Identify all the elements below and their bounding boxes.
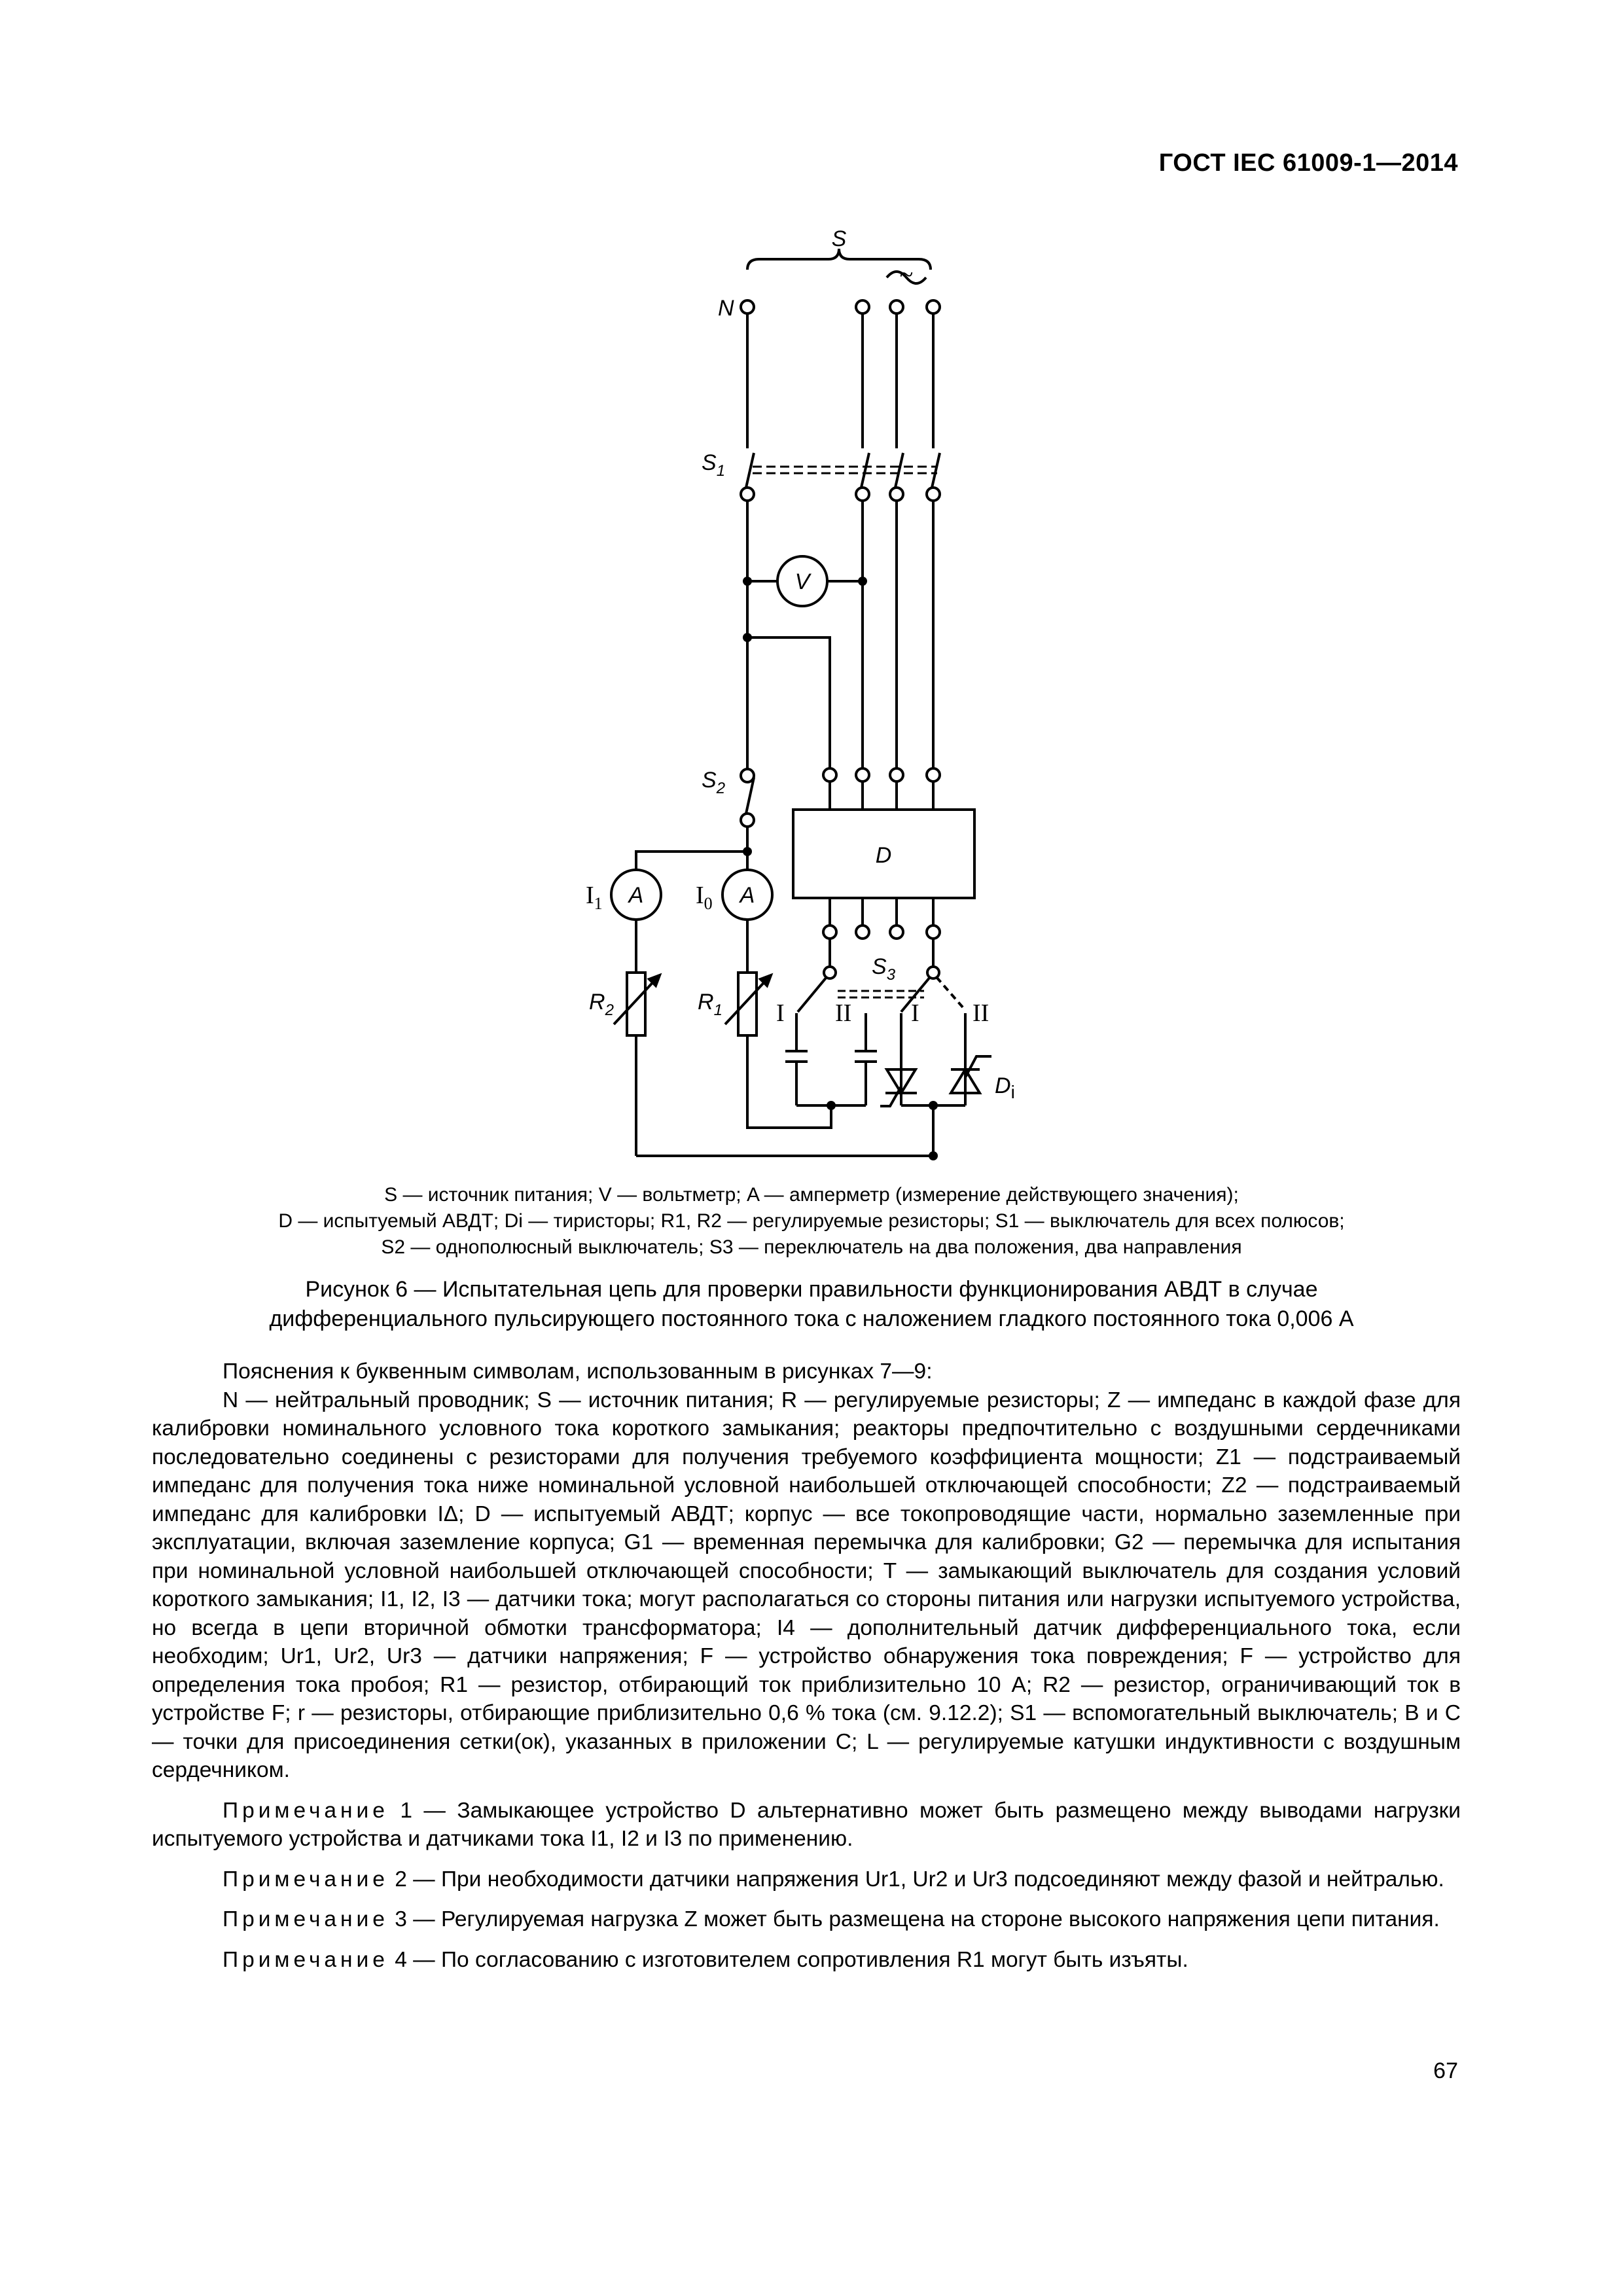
label-pos-ii-right: II — [972, 999, 990, 1027]
note-text: 4 — По согласованию с изготовителем сопротивления R1 могут быть изъяты. — [395, 1947, 1188, 1972]
label-i1: $I_1$ — [586, 882, 603, 913]
note-label: Примечание — [223, 1907, 389, 1931]
legend-line-2: D — испытуемый АВДТ; Di — тиристоры; R1, R2 — регулируемые резисторы; S1 — выключатель для всех полюсов; — [278, 1210, 1345, 1232]
document-header: ГОСТ IEC 61009-1—2014 — [1158, 149, 1458, 177]
note-text: 2 — При необходимости датчики напряжения Ur1, Ur2 и Ur3 подсоединяют между фазой и нейтралью. — [395, 1867, 1444, 1892]
note-label: Примечание — [223, 1947, 389, 1972]
legend-line-1: S — источник питания; V — вольтметр; A — амперметр (измерение действующего значения); — [384, 1184, 1239, 1206]
caption-line-2: дифференциального пульсирующего постоянного тока с наложением гладкого постоянного тока 0,006 А — [269, 1306, 1354, 1331]
note-3 — [152, 1905, 1461, 1934]
caption-line-1: Рисунок 6 — Испытательная цепь для проверки правильности функционирования АВДТ в случае — [305, 1277, 1318, 1302]
label-i0: $I_0$ — [696, 882, 713, 913]
resistor-r1 — [738, 973, 757, 1035]
label-r2: $R_2$ — [589, 990, 614, 1019]
label-d: D — [875, 843, 892, 868]
label-pos-i-right: I — [911, 999, 919, 1027]
note-label: Примечание — [223, 1867, 389, 1892]
explanation-body: N — нейтральный проводник; S — источник питания; R — регулируемые резисторы; Z — импеданс в каждой фазе для калибровки номинального условного тока короткого замыкания; реакторы предпочтительно с воздушными сердечниками последовательно соединены с резисторами для получения требуемого коэффициента мощности; Z1 — подстраиваемый импеданс для получения тока ниже номинальной условной наибольшей отключающей способности; Z2 — подстраиваемый импеданс для калибровки IΔ; D — испытуемый АВДТ; корпус — все токопроводящие части, нормально заземленные при эксплуатации, включая заземление корпуса; G1 — временная перемычка для калибровки; G2 — перемычка для испытания при номинальной условной наибольшей отключающей способности; T — замыкающий выключатель для создания условий короткого замыкания; I1, I2, I3 — датчики тока; могут располагаться со стороны питания или нагрузки испытуемого устройства, но всегда в цепи вторичной обмотки трансформатора; I4 — дополнительный датчик дифференциального тока, если необходим; Ur1, Ur2, Ur3 — датчики напряжения; F — устройство обнаружения тока повреждения; F — устройство для определения тока пробоя; R1 — резистор, отбирающий ток приблизительно 10 А; R2 — резистор, ограничивающий ток в устройстве F; r — резисторы, отбирающие приблизительно 0,6 % тока (см. 9.12.2); S1 — вспомогательный выключатель; B и C — точки для присоединения сетки(ок), указанных в приложении С; L — регулируемые катушки индуктивности с воздушным сердечником. — [152, 1388, 1461, 1782]
label-a1: A — [628, 883, 644, 908]
page-number: 67 — [1433, 2058, 1458, 2083]
note-text: 3 — Регулируемая нагрузка Z может быть размещена на стороне высокого напряжения цепи питания. — [395, 1907, 1440, 1931]
label-pos-i-left: I — [776, 999, 785, 1027]
label-r1: $R_1$ — [698, 990, 722, 1019]
note-4 — [152, 1946, 1461, 1975]
label-s: S — [831, 226, 847, 251]
label-v: V — [794, 569, 810, 594]
figure-caption — [157, 1275, 1466, 1334]
explanation-text — [152, 1357, 1461, 1974]
figure-legend — [157, 1182, 1466, 1261]
resistor-r2 — [627, 973, 645, 1035]
note-text: 1 — Замыкающее устройство D альтернативно может быть размещено между выводами нагрузки испытуемого устройства и датчиками тока I1, I2 и I3 по применению. — [152, 1798, 1461, 1851]
label-s1: $S_1$ — [702, 450, 726, 480]
label-n: N — [718, 296, 734, 321]
label-s3: $S_3$ — [872, 954, 896, 984]
label-di: $D_i$ — [995, 1073, 1015, 1102]
legend-line-3: S2 — однополюсный выключатель; S3 — переключатель на два положения, два направления — [381, 1236, 1242, 1258]
note-2 — [152, 1865, 1461, 1894]
label-a0: A — [740, 883, 755, 908]
note-1 — [152, 1797, 1461, 1854]
explanation-intro: Пояснения к буквенным символам, использованным в рисунках 7—9: — [223, 1359, 933, 1384]
tilde-text: ~ — [899, 261, 914, 289]
note-label: Примечание — [223, 1798, 389, 1823]
label-s2: $S_2$ — [702, 768, 726, 797]
label-pos-ii-left: II — [835, 999, 852, 1027]
